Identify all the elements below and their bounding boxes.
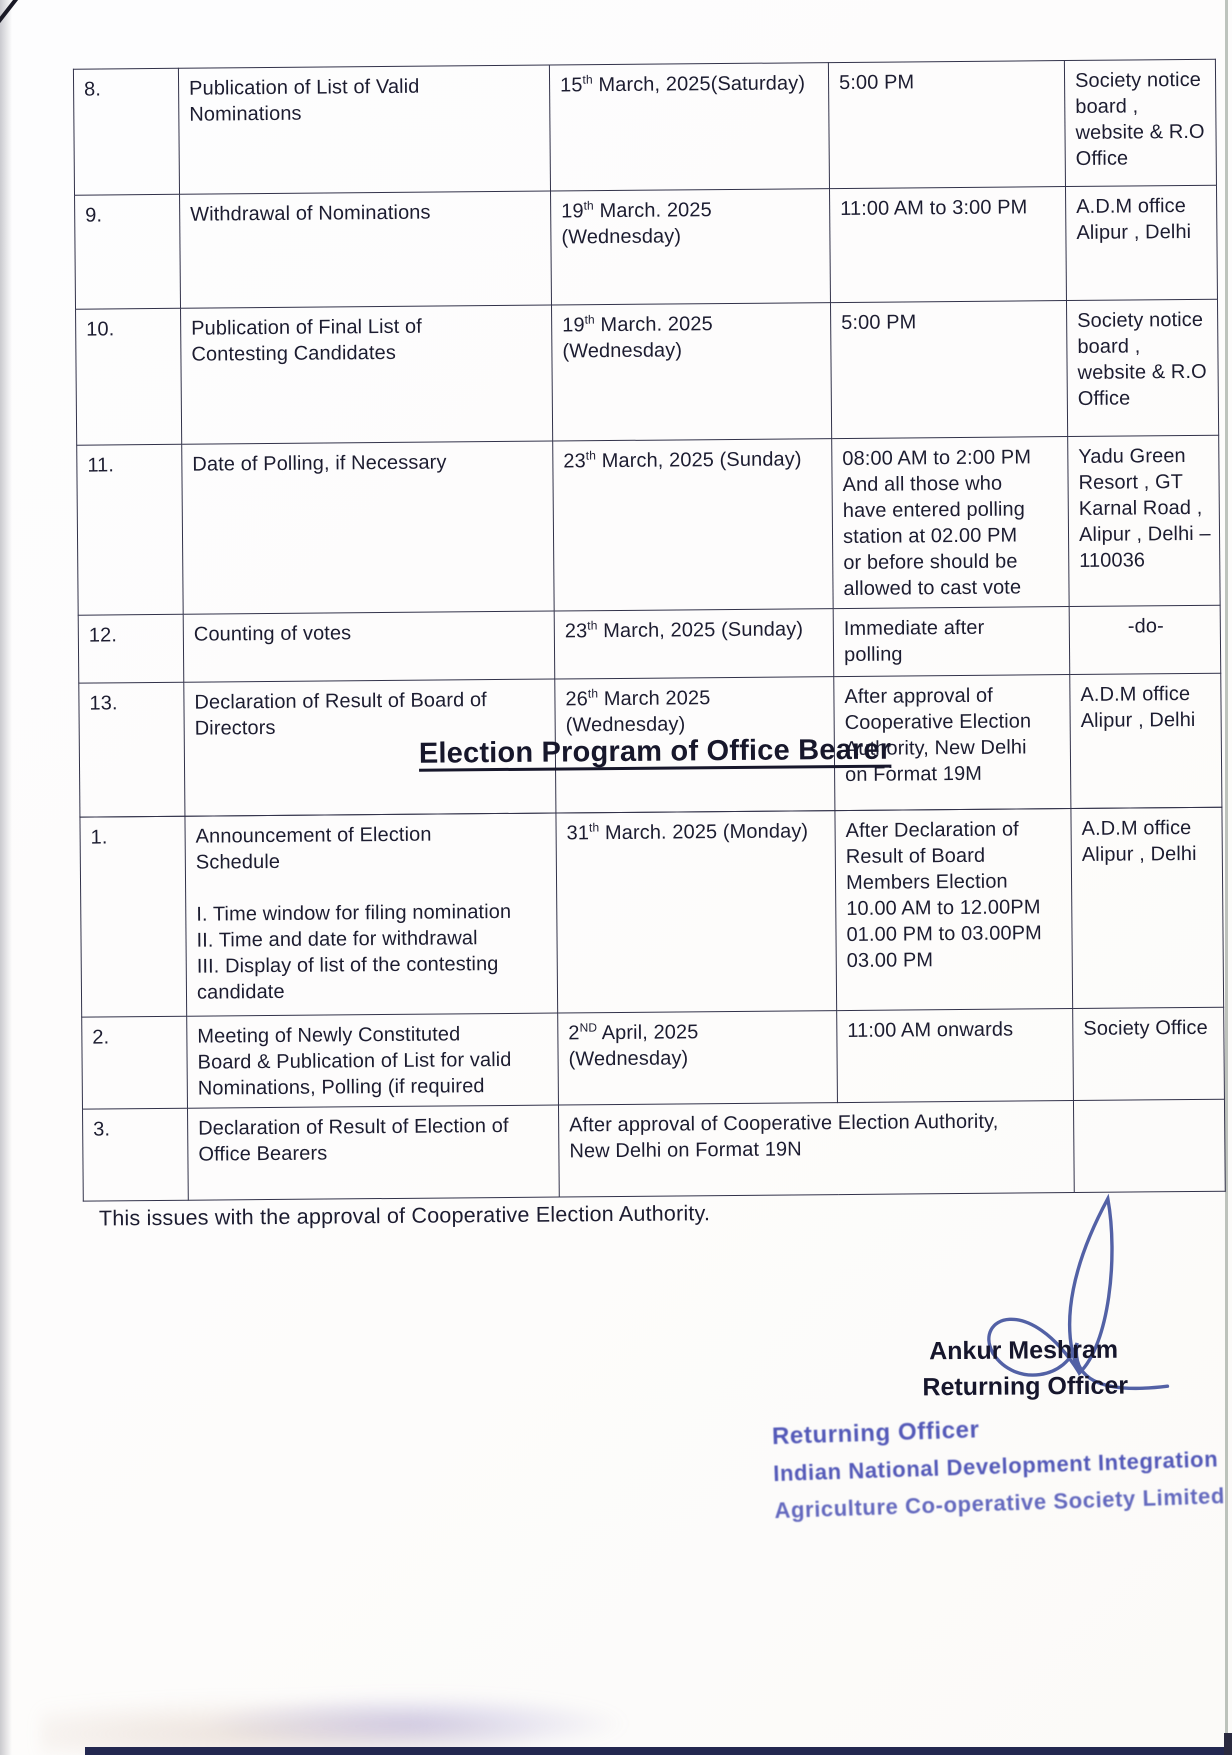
serial-cell: 2. (82, 1016, 188, 1109)
office-stamp (771, 1404, 1225, 1529)
table-row (82, 1007, 1225, 1109)
serial-cell: 8. (73, 68, 179, 195)
date-rest: April, 2025 (597, 1021, 699, 1045)
table-row (83, 1099, 1226, 1201)
activity-cell: Withdrawal of Nominations (180, 191, 552, 308)
time-cell: 5:00 PM (828, 61, 1065, 189)
scan-corner-streak (1224, 1733, 1232, 1755)
time-cell: After approval of Cooperative Election Authority, New Delhi on Format 19M (834, 675, 1071, 811)
date-day: 31 (566, 822, 590, 845)
date-cell (556, 811, 837, 1013)
location-cell: A.D.M office Alipur , Delhi (1065, 185, 1217, 300)
serial-cell: 3. (83, 1108, 189, 1201)
serial-cell: 12. (78, 614, 184, 683)
date-line2: (Wednesday) (561, 225, 682, 249)
location-cell: Society notice board , website & R.O Office (1064, 59, 1216, 186)
date-ordinal: ND (579, 1020, 598, 1035)
board-election-schedule-table (73, 59, 1222, 818)
date-line2: (Wednesday) (568, 1047, 689, 1071)
date-day: 2 (568, 1022, 580, 1045)
date-day: 23 (564, 620, 588, 643)
table-row (78, 605, 1221, 683)
activity-cell: Declaration of Result of Election of Office Bearers (187, 1105, 559, 1200)
activity-cell: Announcement of Election Schedule I. Time window for filing nomination II. Time and date for withdrawal III. Display of list of the contesting candidate (185, 813, 558, 1016)
table-row (76, 299, 1219, 445)
date-line2 (560, 96, 820, 98)
date-ordinal: th (584, 312, 595, 327)
date-cell (549, 63, 829, 191)
location-cell: Society Office (1073, 1007, 1225, 1100)
approval-statement: This issues with the approval of Cooperative Election Authority. (98, 1201, 711, 1231)
date-day: 19 (561, 200, 584, 223)
section-heading: Election Program of Office Bearer (418, 733, 892, 770)
ink-smudge-artifact (40, 1685, 720, 1755)
time-cell: 11:00 AM to 3:00 PM (829, 187, 1066, 303)
table-row (73, 59, 1216, 195)
time-cell: Immediate after polling (833, 607, 1070, 677)
activity-cell: Publication of Final List of Contesting Candidates (181, 305, 553, 444)
time-cell: After Declaration of Result of Board Members Election 10.00 AM to 12.00PM 01.00 PM to 03.00PM 03.00 PM (835, 809, 1073, 1011)
date-ordinal: th (585, 448, 597, 463)
time-cell: 08:00 AM to 2:00 PM And all those who have entered polling station at 02.00 PM or before should be allowed to cast vote (832, 437, 1069, 609)
time-cell: 5:00 PM (830, 301, 1067, 439)
location-cell: Society notice board , website & R.O Office (1066, 299, 1218, 436)
date-day: 26 (565, 688, 588, 711)
date-ordinal: th (588, 820, 600, 835)
serial-cell: 10. (76, 308, 182, 445)
location-cell (1073, 1099, 1225, 1192)
serial-cell: 9. (75, 194, 181, 309)
date-day: 15 (559, 74, 583, 97)
serial-cell: 13. (79, 682, 185, 817)
activity-cell: Declaration of Result of Board of Directors (184, 679, 556, 816)
serial-cell: 1. (80, 816, 187, 1017)
date-day: 23 (563, 450, 586, 473)
date-ordinal: th (587, 686, 599, 701)
date-line2: (Wednesday) (565, 713, 686, 737)
date-rest: March 2025 (598, 687, 711, 711)
date-cell (558, 1011, 838, 1105)
table-row (77, 435, 1220, 615)
scan-bottom-edge-bar (85, 1747, 1232, 1755)
date-ordinal: th (583, 198, 594, 213)
location-cell: A.D.M office Alipur , Delhi (1071, 807, 1224, 1008)
date-rest: March, 2025(Saturday) (592, 72, 806, 97)
date-rest: March. 2025 (Monday) (599, 820, 809, 845)
signatory-title: Returning Officer (922, 1371, 1129, 1402)
date-line2 (563, 472, 823, 474)
date-rest: March. 2025 (593, 199, 712, 223)
date-cell (553, 439, 833, 611)
stamp-title: Returning Officer (771, 1416, 980, 1451)
activity-cell: Counting of votes (183, 611, 555, 682)
location-cell: A.D.M office Alipur , Delhi (1070, 673, 1222, 808)
location-cell: -do- (1069, 605, 1221, 674)
date-ordinal: th (587, 618, 598, 633)
table-row (75, 185, 1218, 309)
date-rest: March. 2025 (594, 313, 713, 337)
date-rest: March, 2025 (Sunday) (597, 618, 804, 643)
location-cell: Yadu Green Resort , GT Karnal Road , Alipur , Delhi – 110036 (1068, 435, 1220, 606)
serial-cell: 11. (77, 444, 183, 615)
stamp-org-line1: Indian National Development Integration (772, 1446, 1219, 1487)
date-day: 19 (562, 314, 585, 337)
date-cell (554, 609, 834, 679)
time-cell: 11:00 AM onwards (837, 1009, 1074, 1103)
date-cell (551, 189, 831, 305)
date-cell (552, 303, 832, 441)
table-row (80, 807, 1224, 1017)
activity-cell: Meeting of Newly Constituted Board & Publication of List for valid Nominations, Polling (if required (187, 1013, 559, 1108)
activity-cell: Publication of List of Valid Nominations (178, 65, 550, 194)
office-bearer-schedule-table (79, 807, 1225, 1202)
date-rest: March, 2025 (Sunday) (595, 448, 802, 473)
date-line2: (Wednesday) (562, 339, 683, 363)
signatory-name: Ankur Meshram (929, 1335, 1119, 1366)
stamp-org-line2: Agriculture Co-operative Society Limited (774, 1483, 1226, 1524)
approval-note-cell: After approval of Cooperative Election Authority, New Delhi on Format 19N (558, 1101, 1074, 1197)
activity-cell: Date of Polling, if Necessary (182, 441, 554, 614)
date-ordinal: th (582, 72, 593, 87)
